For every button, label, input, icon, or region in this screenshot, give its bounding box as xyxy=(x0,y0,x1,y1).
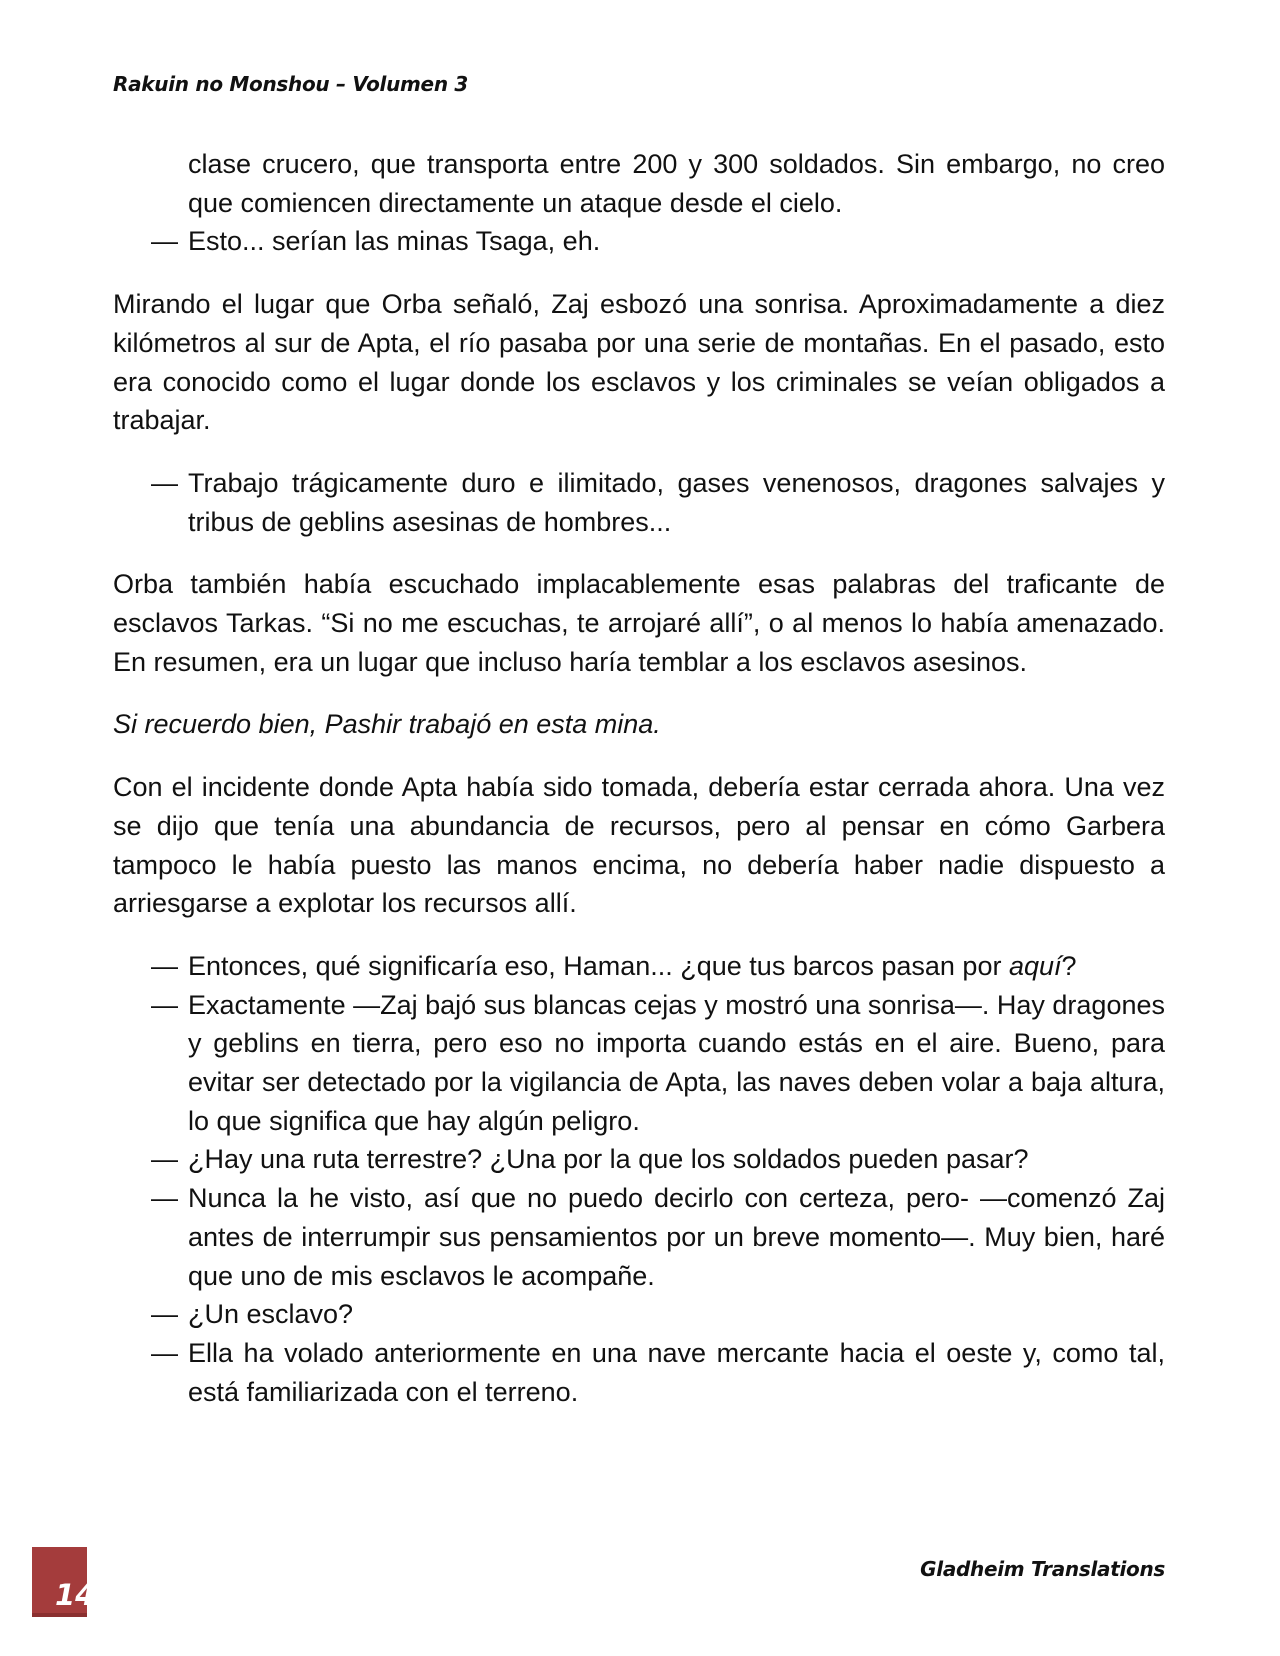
dialogue-line: — Entonces, qué significaría eso, Haman... ¿que tus barcos pasan por aquí? xyxy=(113,947,1165,986)
dialogue-dash: — xyxy=(151,1337,178,1368)
narration-paragraph: Con el incidente donde Apta había sido tomada, debería estar cerrada ahora. Una vez se dijo que tenía una abundancia de recursos, pero al pensar en cómo Garbera tampoco le había puesto las manos encima, no debería haber nadie dispuesto a arriesgarse a explotar los recursos allí. xyxy=(113,772,1165,919)
emphasis: aquí xyxy=(1008,950,1062,981)
dialogue-line: — Exactamente —Zaj bajó sus blancas cejas y mostró una sonrisa—. Hay dragones y geblins en tierra, pero eso no importa cuando estás en el aire. Bueno, para evitar ser detectado por la vigilancia de Apta, las naves deben volar a baja altura, lo que significa que hay algún peligro. xyxy=(113,986,1165,1141)
dialogue-line: — ¿Hay una ruta terrestre? ¿Una por la que los soldados pueden pasar? xyxy=(113,1140,1165,1179)
dialogue-dash: — xyxy=(151,1144,178,1175)
page-body xyxy=(113,145,1165,1411)
dialogue-line: — Ella ha volado anteriormente en una nave mercante hacia el oeste y, como tal, está familiarizada con el terreno. xyxy=(113,1334,1165,1411)
dialogue-line: — Trabajo trágicamente duro e ilimitado, gases venenosos, dragones salvajes y tribus de geblins asesinas de hombres... xyxy=(113,464,1165,541)
narration-paragraph: Orba también había escuchado implacablemente esas palabras del traficante de esclavos Tarkas. “Si no me escuchas, te arrojaré allí”, o al menos lo había amenazado. En resumen, era un lugar que incluso haría temblar a los esclavos asesinos. xyxy=(113,569,1165,677)
continued-dialogue: clase crucero, que transporta entre 200 y 300 soldados. Sin embargo, no creo que comiencen directamente un ataque desde el cielo. xyxy=(188,149,1165,218)
footer-credit: Gladheim Translations xyxy=(920,1557,1165,1581)
narration-paragraph: Mirando el lugar que Orba señaló, Zaj esbozó una sonrisa. Aproximadamente a diez kilómetros al sur de Apta, el río pasaba por una serie de montañas. En el pasado, esto era conocido como el lugar donde los esclavos y los criminales se veían obligados a trabajar. xyxy=(113,289,1165,436)
dialogue-dash: — xyxy=(151,950,178,981)
running-header: Rakuin no Monshou – Volumen 3 xyxy=(113,72,469,96)
dialogue-line: — Esto... serían las minas Tsaga, eh. xyxy=(113,222,1165,261)
dialogue-line: — ¿Un esclavo? xyxy=(113,1295,1165,1334)
dialogue-dash: — xyxy=(151,1183,178,1214)
page-number-underline xyxy=(32,1613,87,1617)
page-number: 14 xyxy=(55,1578,96,1612)
inner-thought: Si recuerdo bien, Pashir trabajó en esta mina. xyxy=(113,709,661,740)
dialogue-line: — Nunca la he visto, así que no puedo decirlo con certeza, pero- —comenzó Zaj antes de interrumpir sus pensamientos por un breve momento—. Muy bien, haré que uno de mis esclavos le acompañe. xyxy=(113,1179,1165,1295)
dialogue-dash: — xyxy=(151,226,178,257)
dialogue-dash: — xyxy=(151,467,178,498)
dialogue-dash: — xyxy=(151,1299,178,1330)
dialogue-dash: — xyxy=(151,989,178,1020)
